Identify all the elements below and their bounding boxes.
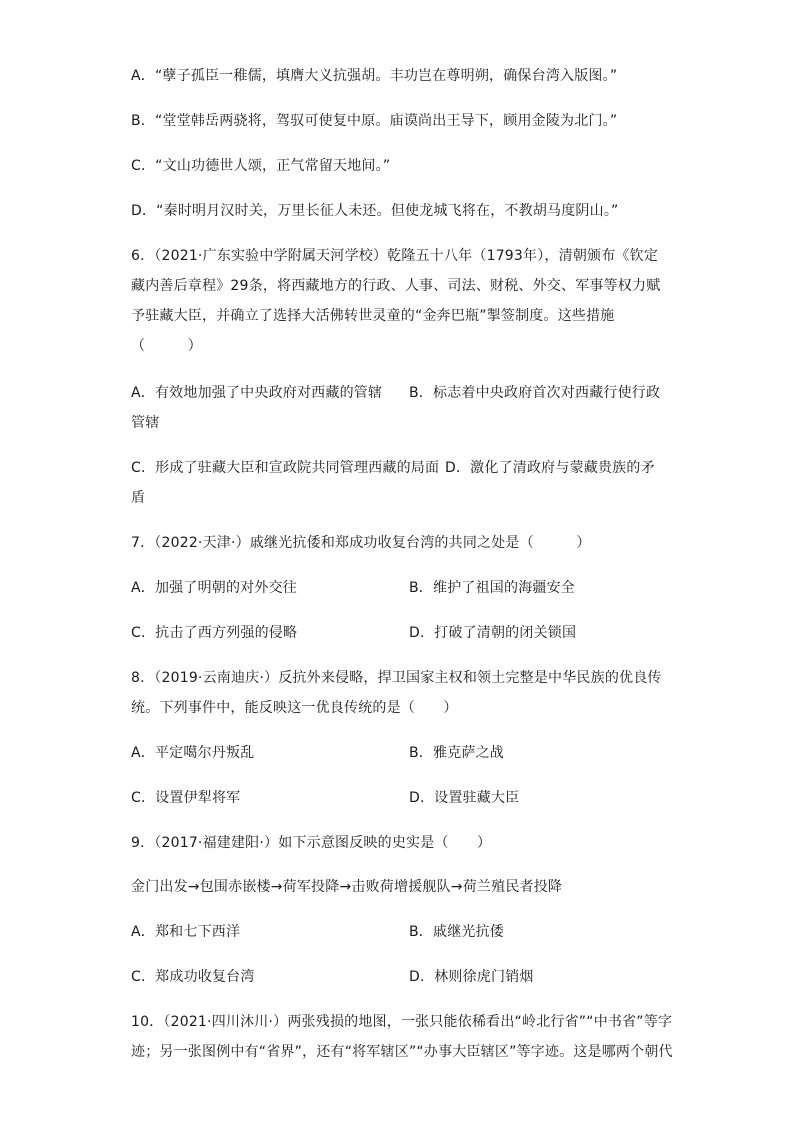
q7-option-a: A．加强了明朝的对外交往 xyxy=(131,580,297,596)
q6-option-c: C．形成了驻藏大臣和宣政院共同管理西藏的局面 xyxy=(131,460,440,476)
q5-option-a: A．“孽子孤臣一稚儒，填膺大义抗强胡。丰功岂在尊明朔，确保台湾入版图。” xyxy=(131,68,618,84)
q7-option-c: C．抗击了西方列强的侵略 xyxy=(131,625,298,641)
q6-option-a: A．有效地加强了中央政府对西藏的管辖 xyxy=(131,385,383,401)
q5-option-b: B．“堂堂韩岳两骁将，驾驭可使复中原。庙谟尚出王导下，顾用金陵为北门。” xyxy=(131,113,618,129)
q9-stem: 9．（2017·福建建阳·）如下示意图反映的史实是（ ） xyxy=(131,835,492,851)
q9-option-b: B．戚继光抗倭 xyxy=(409,924,505,940)
q5-option-c: C．“文山功德世人颂，正气常留天地间。” xyxy=(131,158,391,174)
q8-stem-line1: 8．（2019·云南迪庆·）反抗外来侵略，捍卫国家主权和领土完整是中华民族的优良传 xyxy=(131,670,662,686)
q10-stem-line1: 10．（2021·四川沐川·）两张残损的地图，一张只能依稀看出“岭北行省”“中书省”等字 xyxy=(131,1014,673,1030)
q6-stem-line3: 予驻藏大臣，并确立了选择大活佛转世灵童的“金奔巴瓶”掣签制度。这些措施 xyxy=(131,308,615,324)
q6-option-d: D．激化了清政府与蒙藏贵族的矛 xyxy=(445,460,655,476)
q6-option-d-cont: 盾 xyxy=(131,490,146,506)
q6-stem-line2: 藏内善后章程》29条，将西藏地方的行政、人事、司法、财税、外交、军事等权力赋 xyxy=(131,278,661,294)
q9-option-d: D．林则徐虎门销烟 xyxy=(409,969,534,985)
q6-option-b-cont: 管辖 xyxy=(131,415,160,431)
q9-diagram: 金门出发→包围赤嵌楼→荷军投降→击败荷增援舰队→荷兰殖民者投降 xyxy=(131,879,563,895)
q8-option-a: A．平定噶尔丹叛乱 xyxy=(131,745,255,761)
q6-answer-blank: （ ） xyxy=(131,338,202,354)
q9-option-a: A．郑和七下西洋 xyxy=(131,924,241,940)
q6-option-b: B．标志着中央政府首次对西藏行使行政 xyxy=(409,385,661,401)
q7-stem: 7．（2022·天津·）戚继光抗倭和郑成功收复台湾的共同之处是（ ） xyxy=(131,535,591,551)
q6-stem-line1: 6．（2021·广东实验中学附属天河学校）乾隆五十八年（1793年），清朝颁布《钦定 xyxy=(131,248,659,264)
q10-stem-line2: 迹；另一张图例中有“省界”，还有“将军辖区”“办事大臣辖区”等字迹。这是哪两个朝代 xyxy=(131,1044,673,1060)
q9-option-c: C．郑成功收复台湾 xyxy=(131,969,255,985)
q7-option-b: B．维护了祖国的海疆安全 xyxy=(409,580,576,596)
q7-option-d: D．打破了清朝的闭关锁国 xyxy=(409,625,577,641)
q8-option-c: C．设置伊犁将军 xyxy=(131,790,241,806)
q8-option-d: D．设置驻藏大臣 xyxy=(409,790,520,806)
q8-stem-line2: 统。下列事件中，能反映这一优良传统的是（ ） xyxy=(131,700,458,716)
q5-option-d: D．“秦时明月汉时关，万里长征人未还。但使龙城飞将在，不教胡马度阴山。” xyxy=(131,203,619,219)
q8-option-b: B．雅克萨之战 xyxy=(409,745,505,761)
